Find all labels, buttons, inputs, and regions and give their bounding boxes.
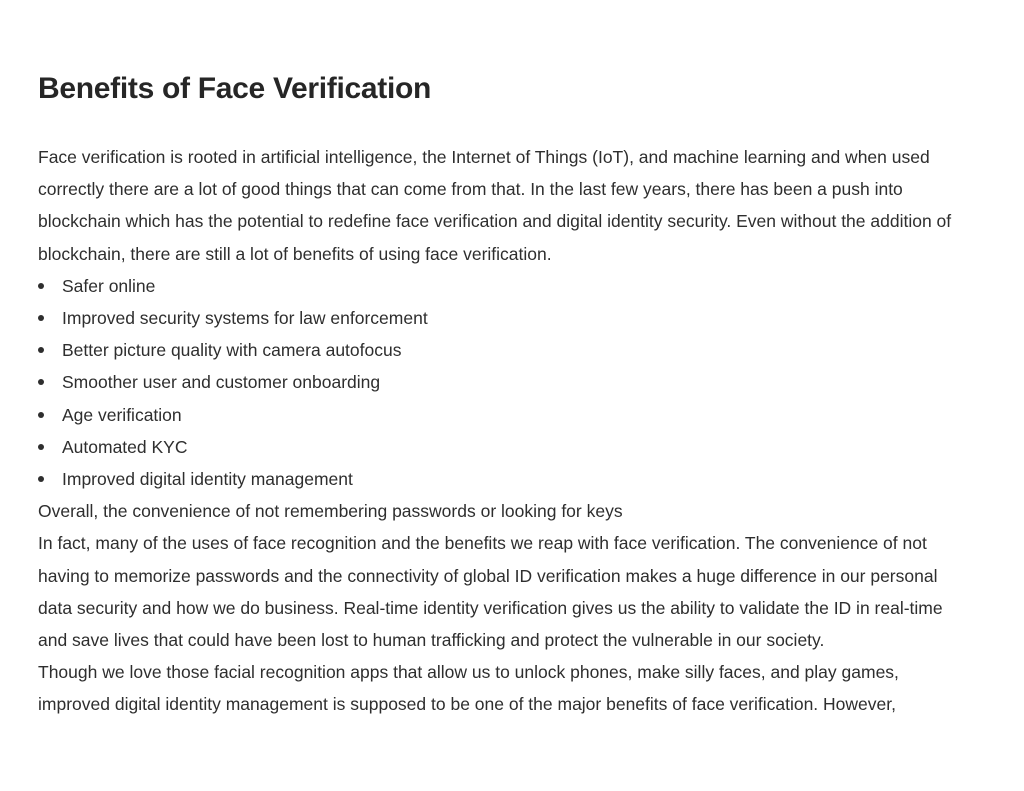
intro-paragraph bbox=[38, 141, 988, 270]
list-item-benefit: Improved digital identity management bbox=[38, 463, 988, 495]
article-content bbox=[38, 68, 988, 721]
list-item-benefit: Smoother user and customer onboarding bbox=[38, 366, 988, 398]
article-title: Benefits of Face Verification bbox=[38, 72, 432, 105]
fact-line: In fact, many of the uses of face recognition and the benefits we reap with face verification. The convenience of not bbox=[38, 533, 927, 554]
closing-paragraph bbox=[38, 656, 988, 720]
fact-line: data security and how we do business. Real-time identity verification gives us the ability to validate the ID in real-time bbox=[38, 597, 943, 618]
intro-line: blockchain, there are still a lot of benefits of using face verification. bbox=[38, 243, 552, 264]
intro-line: blockchain which has the potential to redefine face verification and digital identity security. Even without the addition of bbox=[38, 211, 952, 232]
intro-line: Face verification is rooted in artificial intelligence, the Internet of Things (IoT), and machine learning and when used bbox=[38, 147, 930, 167]
fact-line: and save lives that could have been lost to human trafficking and protect the vulnerable in our society. bbox=[38, 630, 825, 651]
closing-line: Though we love those facial recognition apps that allow us to unlock phones, make silly faces, and play games, bbox=[38, 662, 899, 683]
fact-paragraph bbox=[38, 527, 988, 656]
closing-line: improved digital identity management is supposed to be one of the major benefits of face verification. However, bbox=[38, 694, 896, 715]
list-item-benefit: Improved security systems for law enforcement bbox=[38, 302, 988, 334]
fact-line: having to memorize passwords and the connectivity of global ID verification makes a huge difference in our personal bbox=[38, 565, 938, 586]
list-item-benefit: Age verification bbox=[38, 399, 988, 431]
list-item-benefit: Automated KYC bbox=[38, 431, 988, 463]
intro-line: correctly there are a lot of good things that can come from that. In the last few years, there has been a push into bbox=[38, 179, 903, 200]
benefits-list bbox=[38, 270, 988, 495]
list-item-benefit: Safer online bbox=[38, 270, 988, 302]
list-item-benefit: Better picture quality with camera autofocus bbox=[38, 334, 988, 366]
overall-paragraph: Overall, the convenience of not remembering passwords or looking for keys bbox=[38, 501, 623, 522]
article-body bbox=[38, 141, 988, 721]
